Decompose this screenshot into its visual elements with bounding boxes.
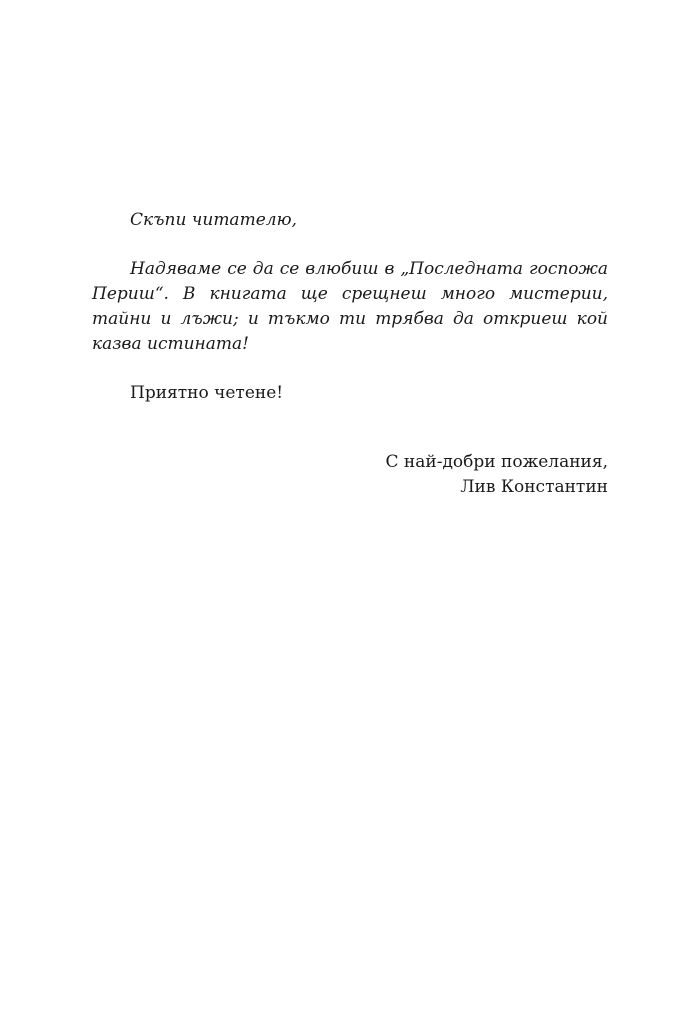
letter-signature [92, 450, 608, 500]
signature-sign-off: С най-добри пожелания, [385, 452, 608, 472]
letter-page [92, 208, 608, 500]
letter-body-paragraph: Надяваме се да се влюбиш в „Последната госпожа Периш“. В книгата ще срещнеш много мистерии, тайни и лъжи; и тъкмо ти трябва да откриеш кой казва истината! [92, 259, 608, 354]
letter-closing: Приятно четене! [130, 383, 284, 403]
signature-author: Лив Константин [460, 477, 608, 497]
letter-greeting: Скъпи читателю, [130, 210, 297, 230]
